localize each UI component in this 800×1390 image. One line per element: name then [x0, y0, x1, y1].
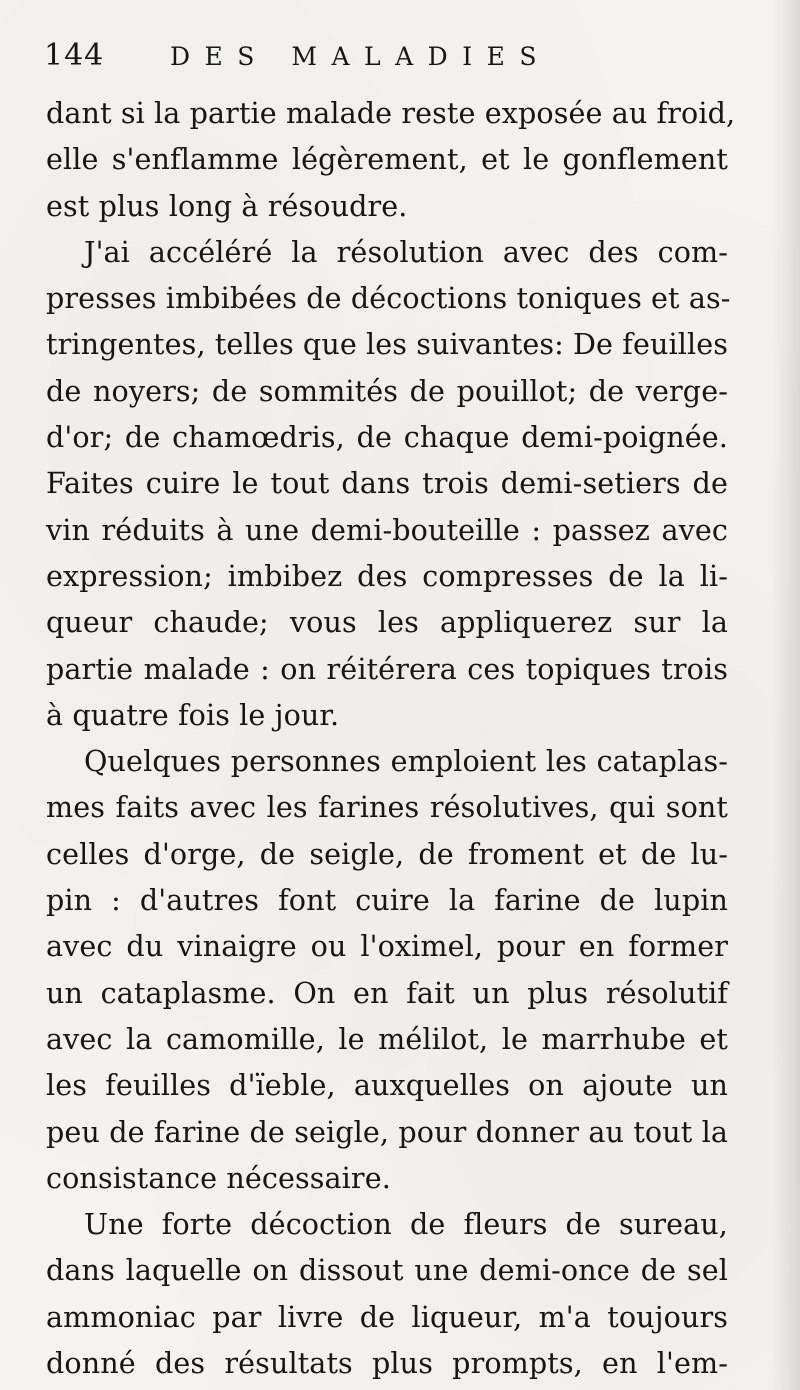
text-line: un cataplasme. On en fait un plus résolutif [46, 975, 728, 1010]
text-line: avec du vinaigre ou l'oximel, pour en former [46, 929, 728, 964]
text-line: consistance nécessaire. [46, 1160, 391, 1195]
text-line: est plus long à résoudre. [46, 188, 408, 223]
page-number: 144 [44, 38, 105, 73]
text-line: Quelques personnes emploient les cataplas- [84, 744, 728, 779]
text-line: dans laquelle on dissout une demi-once de sel [46, 1253, 728, 1288]
body-text [46, 90, 736, 1386]
text-line: d'or; de chamœdris, de chaque demi-poignée. [46, 420, 728, 455]
text-line: mes faits avec les farines résolutives, qui sont [46, 790, 728, 825]
text-line: ammoniac par livre de liqueur, m'a toujours [46, 1299, 728, 1334]
running-head: DES MALADIES [170, 42, 551, 71]
text-line: elle s'enflamme légèrement, et le gonflement [46, 142, 728, 177]
text-line: expression; imbibez des compresses de la li- [46, 558, 728, 593]
text-line: de noyers; de sommités de pouillot; de verge- [46, 373, 728, 408]
text-line: queur chaude; vous les appliquerez sur la [46, 605, 728, 640]
text-line: Une forte décoction de fleurs de sureau, [84, 1207, 728, 1242]
page-edge-shadow [772, 0, 800, 1390]
text-line: peu de farine de seigle, pour donner au tout la [46, 1114, 728, 1149]
text-line: presses imbibées de décoctions toniques et as- [46, 281, 731, 316]
text-line: dant si la partie malade reste exposée au froid, [46, 96, 736, 130]
text-line: vin réduits à une demi-bouteille : passez avec [46, 512, 728, 547]
text-line: les feuilles d'ïeble, auxquelles on ajoute un [46, 1068, 728, 1103]
text-line: pin : d'autres font cuire la farine de lupin [46, 883, 728, 918]
text-line: tringentes, telles que les suivantes: De feuilles [46, 327, 729, 362]
text-line: avec la camomille, le mélilot, le marrhube et [46, 1021, 728, 1056]
text-line: donné des résultats plus prompts, en l'em- [46, 1346, 728, 1381]
text-line: partie malade : on réitérera ces topiques trois [46, 651, 728, 686]
text-line: J'ai accéléré la résolution avec des com- [84, 234, 728, 269]
text-line: celles d'orge, de seigle, de froment et de lu- [46, 836, 728, 871]
text-line: Faites cuire le tout dans trois demi-setiers de [46, 466, 728, 501]
text-line: à quatre fois le jour. [46, 697, 340, 732]
page-header [44, 38, 744, 82]
